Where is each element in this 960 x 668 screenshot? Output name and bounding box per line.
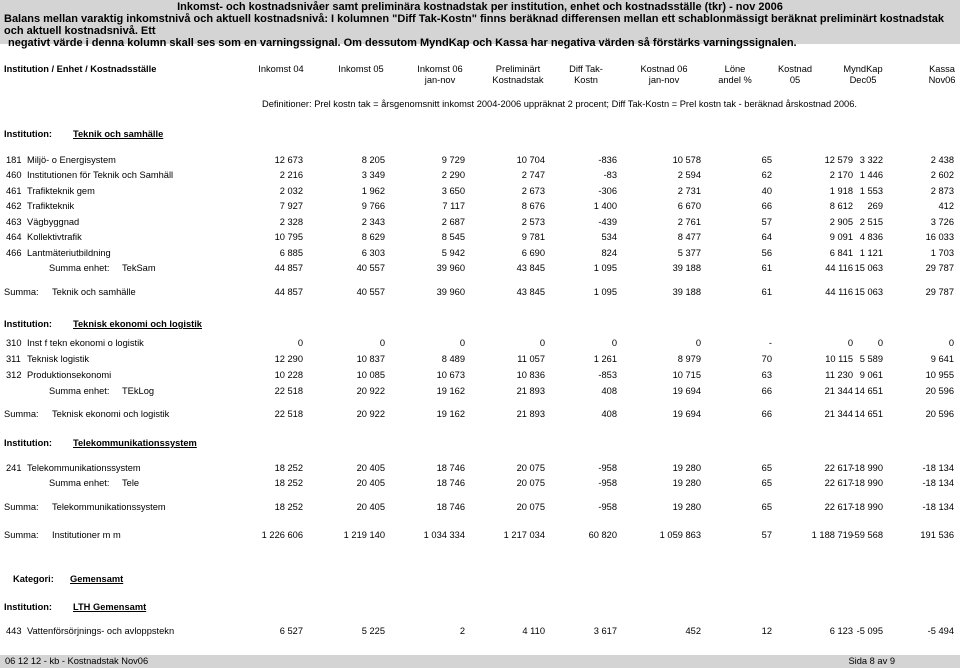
table-row-value: 5 377 (677, 248, 701, 258)
table-row-value: -83 (603, 170, 617, 180)
summa-name: Telekommunikationssystem (52, 502, 166, 512)
column-header-3 (400, 64, 480, 86)
summa-enhet-row-value: 19 280 (672, 478, 701, 488)
institution-name: Telekommunikationssystem (73, 438, 197, 448)
summa-enhet-row-value: 1 095 (593, 263, 617, 273)
summa-enhet-row-value: 44 857 (274, 263, 303, 273)
table-row-value: 8 489 (441, 354, 465, 364)
table-row-value: 12 (761, 626, 772, 636)
summa-enhet-row-value: 65 (761, 478, 772, 488)
cost-center-code: 311 (6, 354, 21, 364)
grand-total-row-value: 1 226 606 (261, 530, 303, 540)
table-row-value: 8 979 (677, 354, 701, 364)
kategori-name: Gemensamt (70, 574, 124, 584)
summa-enhet-row-value: 15 063 (854, 263, 883, 273)
table-row-value: 70 (761, 354, 772, 364)
cost-center-code: 443 (6, 626, 22, 636)
table-row-value: 1 121 (859, 248, 883, 258)
table-row-value: 3 349 (361, 170, 385, 180)
institution-label: Institution: (4, 602, 53, 612)
summa-enhet-row-value: -958 (598, 478, 617, 488)
table-row-value: 63 (761, 370, 772, 380)
table-row-value: 6 303 (361, 248, 385, 258)
table-row-value: 4 836 (859, 232, 883, 242)
column-header-line2: Dec05 (849, 75, 877, 85)
table-row-value: 5 942 (441, 248, 465, 258)
summa-enhet-row-value: 43 845 (516, 263, 545, 273)
summa-row-value: 44 116 (825, 287, 853, 297)
summa-enhet-row-value: -18 134 (922, 478, 954, 488)
summa-row-value: 61 (761, 287, 772, 297)
summa-enhet-row-value: 21 893 (516, 386, 545, 396)
column-header-line1: Inkomst 04 (258, 64, 304, 74)
summa-row-value: 20 596 (925, 409, 954, 419)
cost-center-code: 466 (6, 248, 22, 258)
column-header-line1: Kostnad (777, 64, 813, 74)
summa-row-value: 15 063 (854, 287, 883, 297)
summa-enhet-row-value: 61 (761, 263, 772, 273)
institution-label: Institution: (4, 319, 53, 329)
summa-label: Summa: (4, 287, 39, 297)
table-row-value: 4 110 (522, 626, 545, 636)
summa-row-value: 408 (601, 409, 617, 419)
column-header-9 (823, 64, 903, 86)
table-row-value: 8 612 (829, 201, 853, 211)
table-row-value: 20 405 (356, 463, 385, 473)
table-row-value: 5 225 (361, 626, 385, 636)
table-row-value: 64 (761, 232, 772, 242)
summa-enhet-row-value: 408 (601, 386, 617, 396)
summa-enhet-label: Summa enhet: (49, 263, 110, 273)
report-description-1: Balans mellan varaktig inkomstnivå och aktuell kostnadsnivå: I kolumnen "Diff Tak-Kostn" finns beräknad differensen mellan ett schablonmässigt beräknat preliminärt kostnadstak och aktuell kostnadsnivå. Ett (4, 13, 944, 37)
cost-center-name: Institutionen för Teknik och Samhäll (27, 170, 174, 180)
table-row-value: 6 841 (829, 248, 853, 258)
table-row-value: -958 (598, 463, 617, 473)
table-row-value: 66 (761, 201, 772, 211)
cost-center-code: 241 (6, 463, 22, 473)
table-row-value: 2 515 (859, 217, 883, 227)
table-row-value: 2 170 (829, 170, 853, 180)
table-row-value: 10 578 (672, 155, 701, 165)
table-row-value: 10 795 (274, 232, 303, 242)
cost-center-name: Lantmäteriutbildning (27, 248, 111, 258)
table-row-value: 2 290 (441, 170, 465, 180)
table-row-value: 22 617 (824, 463, 853, 473)
summa-enhet-row-value: 20 075 (516, 478, 545, 488)
table-row-value: 2 216 (279, 170, 303, 180)
cost-center-code: 312 (6, 370, 22, 380)
table-row-value: 9 781 (521, 232, 545, 242)
cost-center-code: 310 (6, 338, 22, 348)
summa-row-value: 19 162 (436, 409, 465, 419)
summa-enhet-row-value: 40 557 (356, 263, 385, 273)
table-row-value: 1 400 (593, 201, 617, 211)
table-row-value: 1 962 (361, 186, 385, 196)
table-row-value: 452 (685, 626, 701, 636)
summa-enhet-row-value: 39 960 (436, 263, 465, 273)
grand-total-row-value: 1 034 334 (423, 530, 465, 540)
summa-row-value: 20 405 (356, 502, 385, 512)
table-row-value: 9 061 (859, 370, 883, 380)
table-row-value: 0 (459, 338, 465, 348)
column-header-6 (624, 64, 704, 86)
grand-total-row-value: 1 217 034 (503, 530, 545, 540)
table-row-value: 8 545 (441, 232, 465, 242)
summa-label: Summa: (4, 530, 39, 540)
report-title: Inkomst- och kostnadsnivåer samt preliminära kostnadstak per institution, enhet och kostnadsställe (tkr) - nov 2006 (177, 1, 783, 13)
column-header-line1: Kostnad 06 (640, 64, 688, 74)
cost-center-name: Produktionsekonomi (27, 370, 112, 380)
table-row-value: 1 703 (930, 248, 954, 258)
total-name: Institutioner m m (52, 530, 121, 540)
summa-row-value: 29 787 (925, 287, 954, 297)
summa-row-value: 43 845 (516, 287, 545, 297)
table-row-value: 2 731 (677, 186, 701, 196)
table-row-value: 3 726 (930, 217, 954, 227)
table-row-value: 2 687 (441, 217, 465, 227)
institution-label: Institution: (4, 438, 53, 448)
table-row-value: 0 (611, 338, 617, 348)
table-row-value: -836 (598, 155, 617, 165)
table-row-value: 2 032 (279, 186, 303, 196)
column-header-line1: Preliminärt (495, 64, 541, 74)
cost-center-name: Telekommunikationssystem (27, 463, 141, 473)
table-row-value: 8 477 (677, 232, 701, 242)
table-row-value: 18 746 (436, 463, 465, 473)
summa-label: Summa: (4, 502, 39, 512)
enhet-name: Tele (122, 478, 140, 488)
summa-row-value: 66 (761, 409, 772, 419)
table-row-value: 0 (539, 338, 545, 348)
column-header-institution: Institution / Enhet / Kostnadsställe (4, 64, 157, 74)
table-row-value: 2 747 (521, 170, 545, 180)
summa-enhet-row-value: 44 116 (825, 263, 853, 273)
table-row-value: 3 617 (593, 626, 617, 636)
summa-row-value: 19 280 (672, 502, 701, 512)
table-row-value: 12 673 (274, 155, 303, 165)
summa-row-value: 40 557 (356, 287, 385, 297)
summa-enhet-row-value: 20 922 (356, 386, 385, 396)
table-row-value: -5 095 (856, 626, 883, 636)
grand-total-row-value: 1 219 140 (343, 530, 385, 540)
summa-row-value: 22 617 (824, 502, 853, 512)
table-row-value: 8 676 (521, 201, 545, 211)
table-row-value: 6 123 (829, 626, 853, 636)
table-row-value: 10 115 (825, 354, 853, 364)
summa-row-value: 21 344 (824, 409, 853, 419)
summa-row-value: 39 188 (672, 287, 701, 297)
summa-row-value: 44 857 (274, 287, 303, 297)
table-row-value: 10 085 (356, 370, 385, 380)
table-row-value: 6 670 (677, 201, 701, 211)
cost-center-code: 461 (6, 186, 22, 196)
summa-row-value: 18 746 (436, 502, 465, 512)
summa-row-value: 20 922 (356, 409, 385, 419)
column-header-10 (902, 64, 960, 86)
summa-enhet-row-value: 18 746 (436, 478, 465, 488)
grand-total-row-value: 60 820 (588, 530, 617, 540)
table-row-value: -18 990 (851, 463, 883, 473)
table-row-value: 0 (948, 338, 954, 348)
table-row-value: 20 075 (516, 463, 545, 473)
table-row-value: 3 322 (859, 155, 883, 165)
column-header-5 (546, 64, 626, 86)
column-header-2 (321, 64, 401, 75)
table-row-value: 3 650 (441, 186, 465, 196)
column-header-line2: Kostnadstak (492, 75, 544, 85)
table-row-value: 2 328 (279, 217, 303, 227)
summa-row-value: 65 (761, 502, 772, 512)
table-row-value: 2 (459, 626, 465, 636)
table-row-value: 2 438 (930, 155, 954, 165)
table-row-value: -439 (598, 217, 617, 227)
summa-row-value: 19 694 (672, 409, 701, 419)
table-row-value: 10 715 (672, 370, 701, 380)
table-row-value: 2 761 (677, 217, 701, 227)
footer-page-number: Sida 8 av 9 (848, 656, 895, 666)
grand-total-row-value: 57 (761, 530, 772, 540)
column-header-line1: MyndKap (843, 64, 883, 74)
table-row-value: 9 091 (829, 232, 853, 242)
enhet-name: TEkLog (122, 386, 155, 396)
table-row-value: 1 446 (859, 170, 883, 180)
column-header-line1: Inkomst 05 (338, 64, 384, 74)
cost-center-code: 463 (6, 217, 22, 227)
cost-center-name: Miljö- o Energisystem (27, 155, 116, 165)
summa-name: Teknik och samhälle (52, 287, 136, 297)
summa-enhet-row-value: 21 344 (824, 386, 853, 396)
column-header-line2: Nov06 (928, 75, 956, 85)
table-row-value: 0 (847, 338, 853, 348)
table-row-value: 10 836 (516, 370, 545, 380)
grand-total-row-value: 191 536 (920, 530, 954, 540)
table-row-value: 5 589 (859, 354, 883, 364)
cost-center-name: Vattenförsörjnings- och avloppstekn (27, 626, 175, 636)
summa-enhet-row-value: 20 405 (356, 478, 385, 488)
summa-row-value: 21 893 (516, 409, 545, 419)
table-row-value: -306 (598, 186, 617, 196)
table-row-value: 7 927 (279, 201, 303, 211)
table-row-value: 824 (601, 248, 617, 258)
table-row-value: 0 (695, 338, 701, 348)
column-header-1 (241, 64, 321, 75)
summa-row-value: 18 252 (274, 502, 303, 512)
table-row-value: -18 134 (922, 463, 954, 473)
column-header-line1: Inkomst 06 (417, 64, 463, 74)
enhet-name: TekSam (122, 263, 156, 273)
summa-enhet-row-value: 19 162 (436, 386, 465, 396)
kategori-label: Kategori: (13, 574, 54, 584)
table-row-value: 11 057 (517, 354, 545, 364)
table-row-value: -5 494 (927, 626, 954, 636)
table-row-value: 2 873 (930, 186, 954, 196)
column-header-line2: andel % (718, 75, 752, 85)
table-row-value: -853 (598, 370, 617, 380)
cost-center-name: Kollektivtrafik (27, 232, 82, 242)
grand-total-row-value: 1 059 863 (659, 530, 701, 540)
column-header-line2: jan-nov (424, 75, 456, 85)
cost-center-name: Inst f tekn ekonomi o logistik (27, 338, 144, 348)
column-header-line2: jan-nov (648, 75, 680, 85)
table-row-value: 0 (379, 338, 385, 348)
summa-label: Summa: (4, 409, 39, 419)
table-row-value: 57 (761, 217, 772, 227)
table-row-value: 6 885 (279, 248, 303, 258)
summa-enhet-row-value: 22 617 (824, 478, 853, 488)
summa-enhet-row-value: -18 990 (851, 478, 883, 488)
summa-row-value: 14 651 (854, 409, 883, 419)
summa-enhet-row-value: 14 651 (854, 386, 883, 396)
cost-center-name: Teknisk logistik (27, 354, 90, 364)
table-row-value: 2 343 (361, 217, 385, 227)
table-row-value: 10 704 (516, 155, 545, 165)
cost-center-name: Trafikteknik (27, 201, 75, 211)
summa-row-value: 39 960 (436, 287, 465, 297)
column-header-line1: Löne (724, 64, 746, 74)
table-row-value: 6 690 (521, 248, 545, 258)
table-row-value: 2 673 (521, 186, 545, 196)
table-row-value: 1 553 (859, 186, 883, 196)
table-row-value: 18 252 (274, 463, 303, 473)
summa-enhet-row-value: 29 787 (925, 263, 954, 273)
table-row-value: 8 205 (361, 155, 385, 165)
grand-total-row-value: -59 568 (851, 530, 883, 540)
summa-enhet-row-value: 20 596 (925, 386, 954, 396)
table-row-value: 2 602 (930, 170, 954, 180)
institution-name: Teknisk ekonomi och logistik (73, 319, 202, 329)
report-header (0, 0, 960, 49)
table-row-value: 0 (297, 338, 303, 348)
summa-row-value: 1 095 (593, 287, 617, 297)
report-description-2: negativt värde i denna kolumn skall ses som en varningssignal. Om dessutom MyndKap och Kassa har negativa värden så förstärks varningssignalen. (8, 37, 797, 49)
cost-center-code: 464 (6, 232, 22, 242)
summa-row-value: -958 (598, 502, 617, 512)
column-header-line2: 05 (789, 75, 801, 85)
table-row-value: 10 673 (436, 370, 465, 380)
table-row-value: 9 729 (441, 155, 465, 165)
table-row-value: 10 228 (274, 370, 303, 380)
table-row-value: 7 117 (442, 201, 465, 211)
definitions-text: Definitioner: Prel kostn tak = årsgenomsnitt inkomst 2004-2006 uppräknat 2 procent; Diff Tak-Kostn = Prel kostn tak - beräknad årskostnad 2006. (262, 99, 857, 109)
table-row-value: 2 594 (677, 170, 701, 180)
table-row-value: 269 (867, 201, 883, 211)
table-row-value: 40 (761, 186, 772, 196)
summa-row-value: 20 075 (516, 502, 545, 512)
table-row-value: 62 (761, 170, 772, 180)
summa-row-value: -18 134 (922, 502, 954, 512)
column-header-line2: Kostn (574, 75, 598, 85)
summa-enhet-row-value: 22 518 (274, 386, 303, 396)
table-row-value: 1 918 (829, 186, 853, 196)
institution-label: Institution: (4, 129, 53, 139)
table-row-value: 1 261 (593, 354, 617, 364)
summa-enhet-row-value: 18 252 (274, 478, 303, 488)
table-row-value: 10 837 (356, 354, 385, 364)
summa-enhet-label: Summa enhet: (49, 478, 110, 488)
table-row-value: 11 230 (825, 370, 853, 380)
page-footer (0, 655, 960, 668)
cost-center-code: 460 (6, 170, 22, 180)
table-row-value: 19 280 (672, 463, 701, 473)
summa-enhet-row-value: 39 188 (672, 263, 701, 273)
table-row-value: 2 573 (521, 217, 545, 227)
summa-name: Teknisk ekonomi och logistik (52, 409, 170, 419)
table-row-value: 16 033 (925, 232, 954, 242)
table-row-value: 9 641 (930, 354, 954, 364)
table-row-value: 9 766 (361, 201, 385, 211)
footer-left: 06 12 12 - kb - Kostnadstak Nov06 (5, 656, 149, 666)
table-row-value: 56 (761, 248, 772, 258)
summa-enhet-label: Summa enhet: (49, 386, 110, 396)
summa-row-value: -18 990 (851, 502, 883, 512)
table-row-value: 65 (761, 463, 772, 473)
grand-total-row-value: 1 188 719 (811, 530, 853, 540)
column-header-line1: Diff Tak- (569, 64, 603, 74)
summa-row-value: 22 518 (274, 409, 303, 419)
table-row-value: 12 579 (824, 155, 853, 165)
table-row-value: 6 527 (279, 626, 303, 636)
table-row-value: 65 (761, 155, 772, 165)
summa-enhet-row-value: 19 694 (672, 386, 701, 396)
table-row-value: 2 905 (829, 217, 853, 227)
table-row-value: 0 (877, 338, 883, 348)
table-row-value: - (768, 338, 772, 348)
column-header-line1: Kassa (929, 64, 955, 74)
summa-enhet-row-value: 66 (761, 386, 772, 396)
table-row-value: 8 629 (361, 232, 385, 242)
institution-name: LTH Gemensamt (73, 602, 147, 612)
cost-center-code: 181 (6, 155, 22, 165)
cost-center-name: Trafikteknik gem (27, 186, 95, 196)
table-row-value: 412 (938, 201, 954, 211)
cost-center-code: 462 (6, 201, 22, 211)
table-row-value: 12 290 (274, 354, 303, 364)
cost-center-name: Vägbyggnad (27, 217, 80, 227)
table-row-value: 10 955 (925, 370, 954, 380)
institution-name: Teknik och samhälle (73, 129, 164, 139)
table-row-value: 534 (601, 232, 617, 242)
